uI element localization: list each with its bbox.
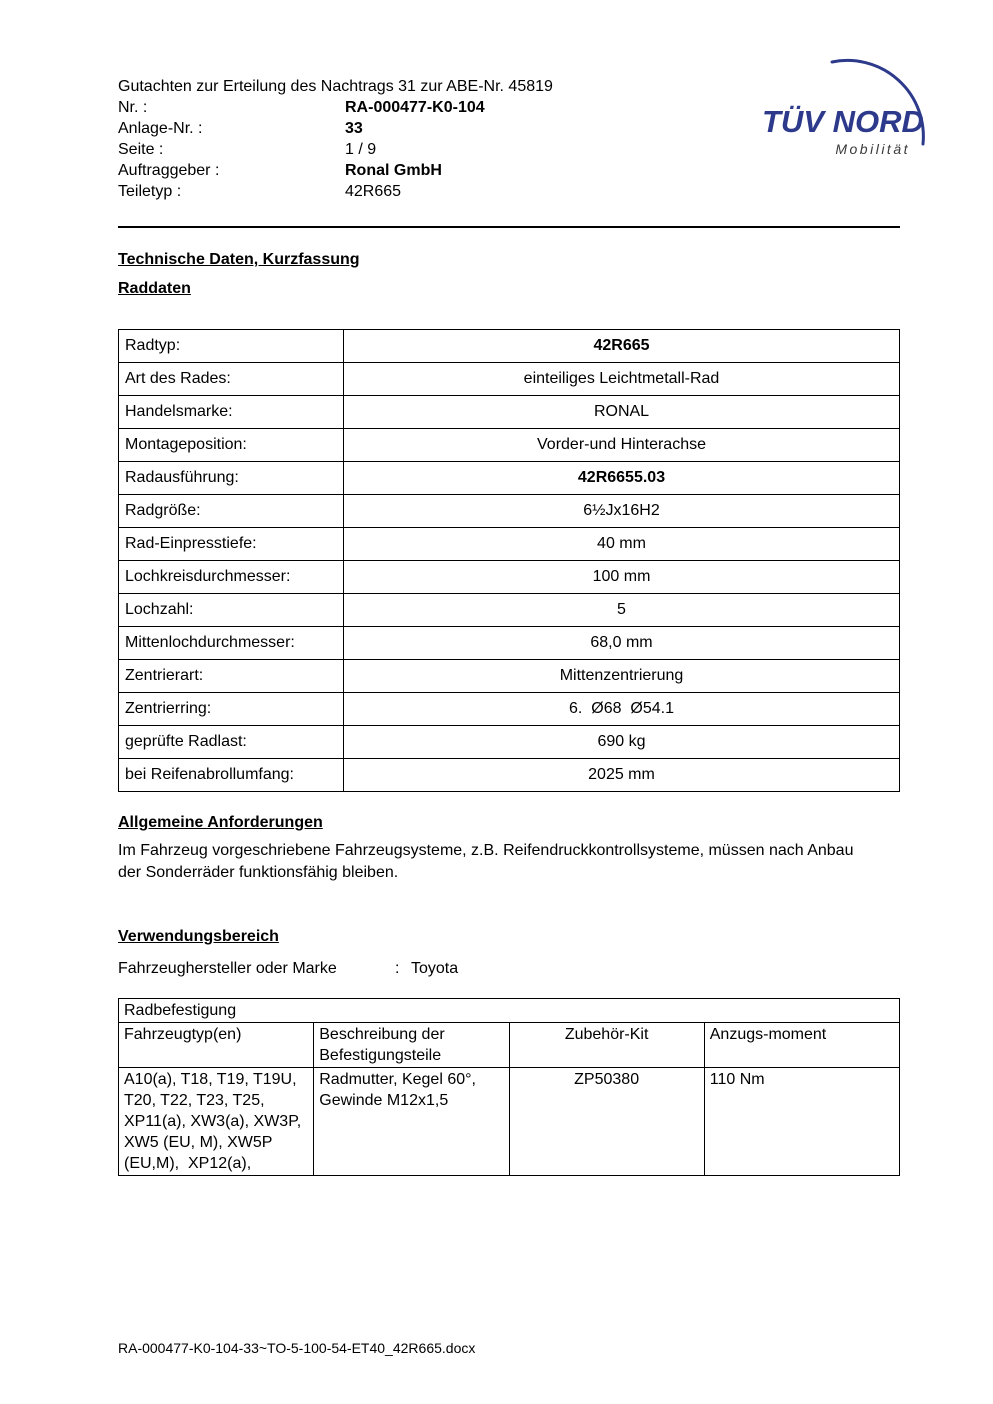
col-header-zubehoer-kit: Zubehör-Kit bbox=[509, 1023, 704, 1068]
table-row bbox=[119, 759, 900, 792]
table-header-row bbox=[119, 1023, 900, 1068]
raddaten-value: 6½Jx16H2 bbox=[344, 495, 900, 528]
cell-beschreibung: Radmutter, Kegel 60°, Gewinde M12x1,5 bbox=[314, 1068, 509, 1176]
raddaten-label: Zentrierring: bbox=[119, 693, 344, 726]
field-label-auftraggeber: Auftraggeber : bbox=[118, 162, 220, 179]
document-title: Gutachten zur Erteilung des Nachtrags 31 zur ABE-Nr. 45819 bbox=[118, 78, 553, 95]
tuev-nord-logo bbox=[760, 54, 940, 169]
table-caption-row bbox=[119, 999, 900, 1023]
field-label-nr: Nr. : bbox=[118, 99, 148, 116]
raddaten-label: Rad-Einpresstiefe: bbox=[119, 528, 344, 561]
raddaten-value: RONAL bbox=[344, 396, 900, 429]
table-row bbox=[119, 363, 900, 396]
raddaten-label: Zentrierart: bbox=[119, 660, 344, 693]
hersteller-value: Toyota bbox=[411, 960, 459, 977]
raddaten-label: Handelsmarke: bbox=[119, 396, 344, 429]
table-row bbox=[119, 693, 900, 726]
raddaten-value: 42R6655.03 bbox=[344, 462, 900, 495]
table-row bbox=[119, 429, 900, 462]
table-row bbox=[119, 1068, 900, 1176]
allgemeine-text: Im Fahrzeug vorgeschriebene Fahrzeugsysteme, z.B. Reifendruckkontrollsysteme, müssen nach Anbau der Sonderräder funktionsfähig bleiben. bbox=[118, 842, 858, 881]
field-label-anlage: Anlage-Nr. : bbox=[118, 120, 203, 137]
field-label-seite: Seite : bbox=[118, 141, 164, 158]
col-header-beschreibung: Beschreibung der Befestigungsteile bbox=[314, 1023, 509, 1068]
field-value-nr: RA-000477-K0-104 bbox=[345, 99, 485, 116]
logo-subtext: Mobilität bbox=[835, 141, 910, 157]
field-value-anlage: 33 bbox=[345, 120, 363, 137]
raddaten-label: Mittenlochdurchmesser: bbox=[119, 627, 344, 660]
col-header-anzugsmoment: Anzugs-moment bbox=[704, 1023, 899, 1068]
col-header-fahrzeugtyp: Fahrzeugtyp(en) bbox=[119, 1023, 314, 1068]
raddaten-value: einteiliges Leichtmetall-Rad bbox=[344, 363, 900, 396]
raddaten-label: geprüfte Radlast: bbox=[119, 726, 344, 759]
table-row bbox=[119, 462, 900, 495]
hersteller-line bbox=[118, 958, 900, 980]
raddaten-value: 690 kg bbox=[344, 726, 900, 759]
raddaten-label: Lochzahl: bbox=[119, 594, 344, 627]
raddaten-value: 5 bbox=[344, 594, 900, 627]
allgemeine-heading: Allgemeine Anforderungen bbox=[118, 814, 323, 831]
header-field-row bbox=[118, 181, 900, 202]
logo-wordmark: TÜV NORD bbox=[762, 104, 924, 139]
field-value-seite: 1 / 9 bbox=[345, 141, 377, 158]
raddaten-label: Lochkreisdurchmesser: bbox=[119, 561, 344, 594]
raddaten-table bbox=[118, 329, 900, 792]
verwendung-heading: Verwendungsbereich bbox=[118, 928, 279, 945]
field-label-teiletyp: Teiletyp : bbox=[118, 183, 182, 200]
field-value-auftraggeber: Ronal GmbH bbox=[345, 162, 442, 179]
raddaten-label: Montageposition: bbox=[119, 429, 344, 462]
cell-anzugsmoment: 110 Nm bbox=[704, 1068, 899, 1176]
table-row bbox=[119, 495, 900, 528]
raddaten-value: 6. Ø68 Ø54.1 bbox=[344, 693, 900, 726]
raddaten-value: 40 mm bbox=[344, 528, 900, 561]
hersteller-label: Fahrzeughersteller oder Marke bbox=[118, 960, 337, 977]
raddaten-value: 68,0 mm bbox=[344, 627, 900, 660]
table-row bbox=[119, 330, 900, 363]
document-header bbox=[118, 78, 924, 202]
raddaten-label: Art des Rades: bbox=[119, 363, 344, 396]
raddaten-label: Radgröße: bbox=[119, 495, 344, 528]
cell-zubehoer-kit: ZP50380 bbox=[509, 1068, 704, 1176]
raddaten-label: Radtyp: bbox=[119, 330, 344, 363]
table-row bbox=[119, 561, 900, 594]
radbefestigung-table bbox=[118, 998, 900, 1176]
table-row bbox=[119, 627, 900, 660]
raddaten-label: bei Reifenabrollumfang: bbox=[119, 759, 344, 792]
field-value-teiletyp: 42R665 bbox=[345, 183, 402, 200]
tuev-nord-logo-graphic bbox=[760, 54, 940, 169]
hersteller-colon: : bbox=[395, 960, 400, 977]
radbefestigung-caption: Radbefestigung bbox=[119, 999, 900, 1023]
raddaten-label: Radausführung: bbox=[119, 462, 344, 495]
tech-data-heading: Technische Daten, Kurzfassung bbox=[118, 251, 360, 268]
table-row bbox=[119, 726, 900, 759]
header-divider bbox=[118, 226, 900, 228]
table-row bbox=[119, 396, 900, 429]
raddaten-value: Vorder-und Hinterachse bbox=[344, 429, 900, 462]
raddaten-value: 42R665 bbox=[344, 330, 900, 363]
raddaten-value: Mittenzentrierung bbox=[344, 660, 900, 693]
table-row bbox=[119, 660, 900, 693]
table-row bbox=[119, 528, 900, 561]
raddaten-value: 100 mm bbox=[344, 561, 900, 594]
raddaten-heading: Raddaten bbox=[118, 280, 191, 297]
table-row bbox=[119, 594, 900, 627]
cell-fahrzeugtyp: A10(a), T18, T19, T19U, T20, T22, T23, T25, XP11(a), XW3(a), XW3P, XW5 (EU, M), XW5P (EU,M), XP12(a), bbox=[119, 1068, 314, 1176]
footer-filename: RA-000477-K0-104-33~TO-5-100-54-ET40_42R665.docx bbox=[118, 1340, 476, 1356]
raddaten-value: 2025 mm bbox=[344, 759, 900, 792]
